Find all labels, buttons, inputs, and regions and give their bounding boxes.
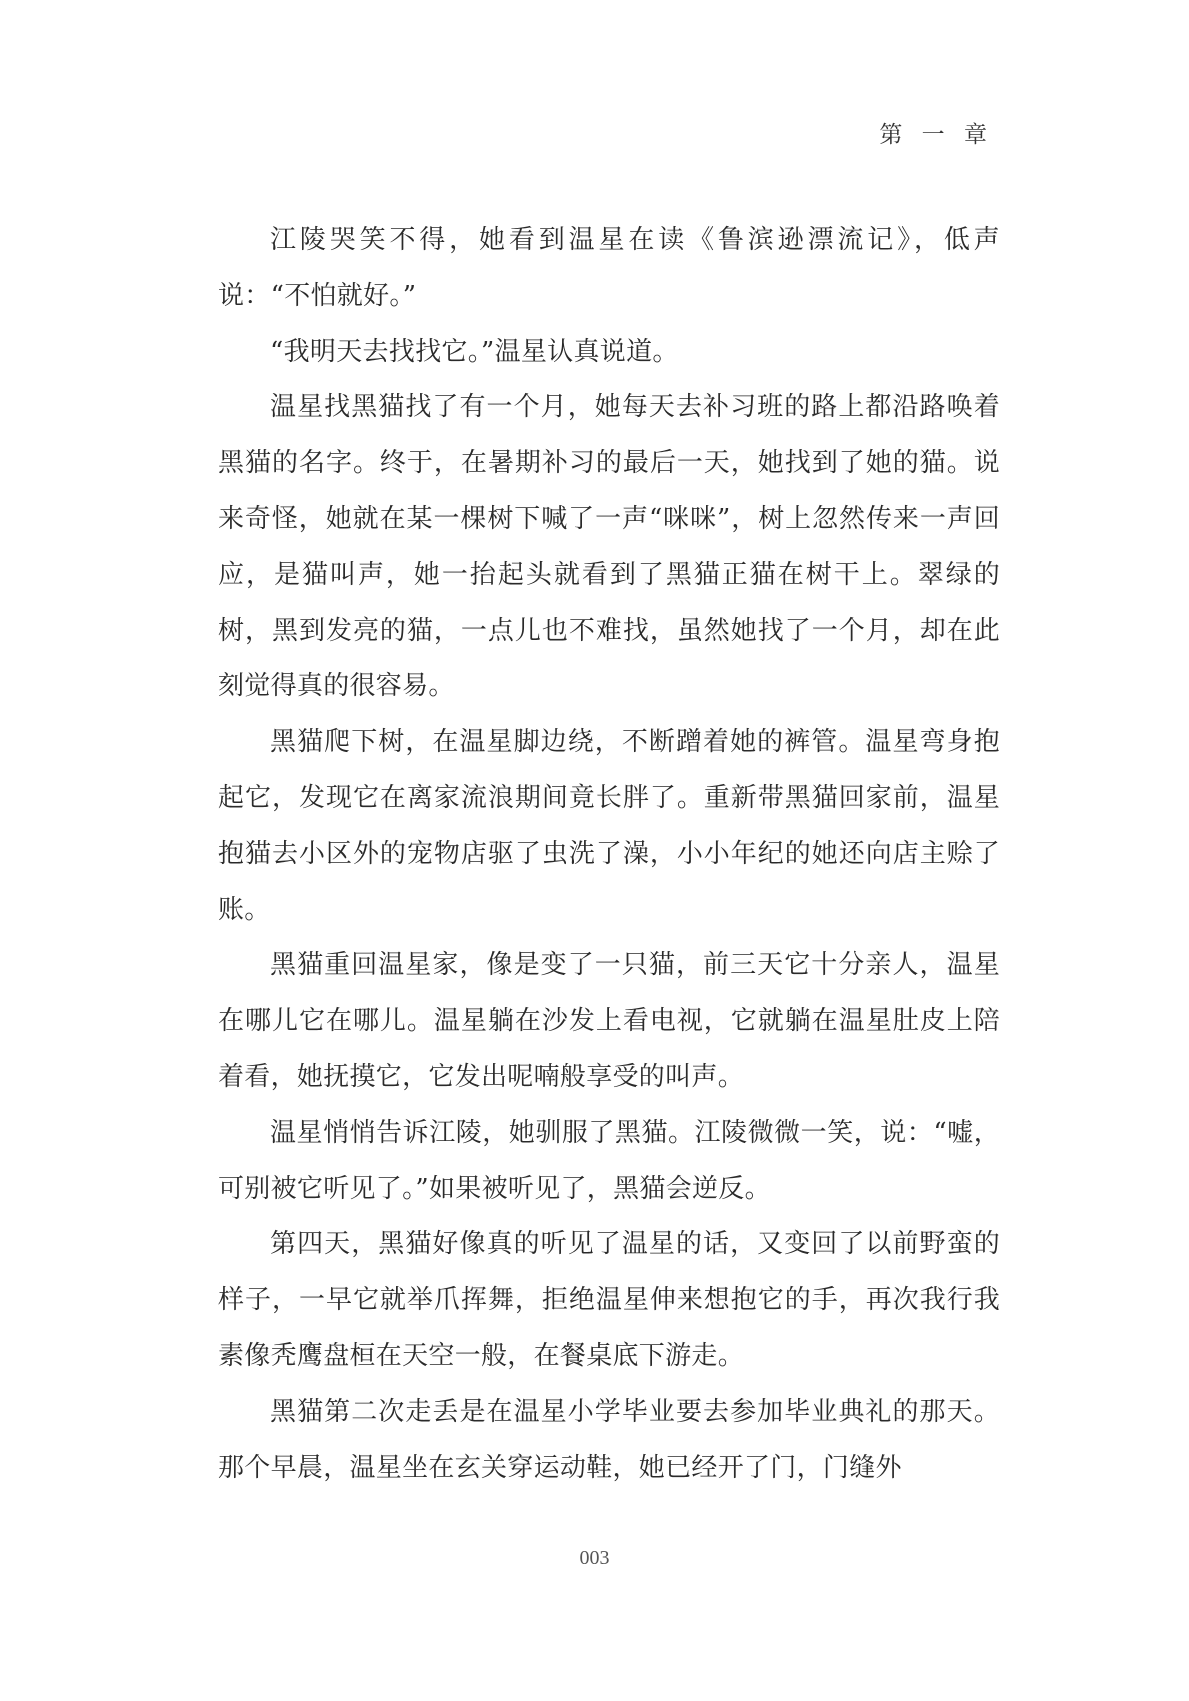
paragraph: 温星悄悄告诉江陵，她驯服了黑猫。江陵微微一笑，说：“嘘，可别被它听见了。”如果被听见了，黑猫会逆反。 [218,1117,1000,1204]
paragraph: 第四天，黑猫好像真的听见了温星的话，又变回了以前野蛮的样子，一早它就举爪挥舞，拒绝温星伸来想抱它的手，再次我行我素像秃鹰盘桓在天空一般，在餐桌底下游走。 [218,1229,1000,1371]
running-header-chapter: 第 一 章 [879,122,993,148]
page-number: 003 [579,1547,610,1569]
body-text [218,213,1000,1496]
paragraph: 黑猫爬下树，在温星脚边绕，不断蹭着她的裤管。温星弯身抱起它，发现它在离家流浪期间竟长胖了。重新带黑猫回家前，温星抱猫去小区外的宠物店驱了虫洗了澡，小小年纪的她还向店主赊了账。 [218,727,1000,925]
paragraph: 黑猫第二次走丢是在温星小学毕业要去参加毕业典礼的那天。那个早晨，温星坐在玄关穿运动鞋，她已经开了门，门缝外 [218,1396,1000,1483]
paragraph: “我明天去找找它。”温星认真说道。 [270,336,679,367]
paragraph: 黑猫重回温星家，像是变了一只猫，前三天它十分亲人，温星在哪儿它在哪儿。温星躺在沙发上看电视，它就躺在温星肚皮上陪着看，她抚摸它，它发出呢喃般享受的叫声。 [218,950,1000,1092]
paragraph: 江陵哭笑不得，她看到温星在读《鲁滨逊漂流记》，低声说：“不怕就好。” [218,225,1000,311]
paragraph: 温星找黑猫找了有一个月，她每天去补习班的路上都沿路唤着黑猫的名字。终于，在暑期补习的最后一天，她找到了她的猫。说来奇怪，她就在某一棵树下喊了一声“咪咪”，树上忽然传来一声回应，是猫叫声，她一抬起头就看到了黑猫正猫在树干上。翠绿的树，黑到发亮的猫，一点儿也不难找，虽然她找了一个月，却在此刻觉得真的很容易。 [218,392,1000,702]
